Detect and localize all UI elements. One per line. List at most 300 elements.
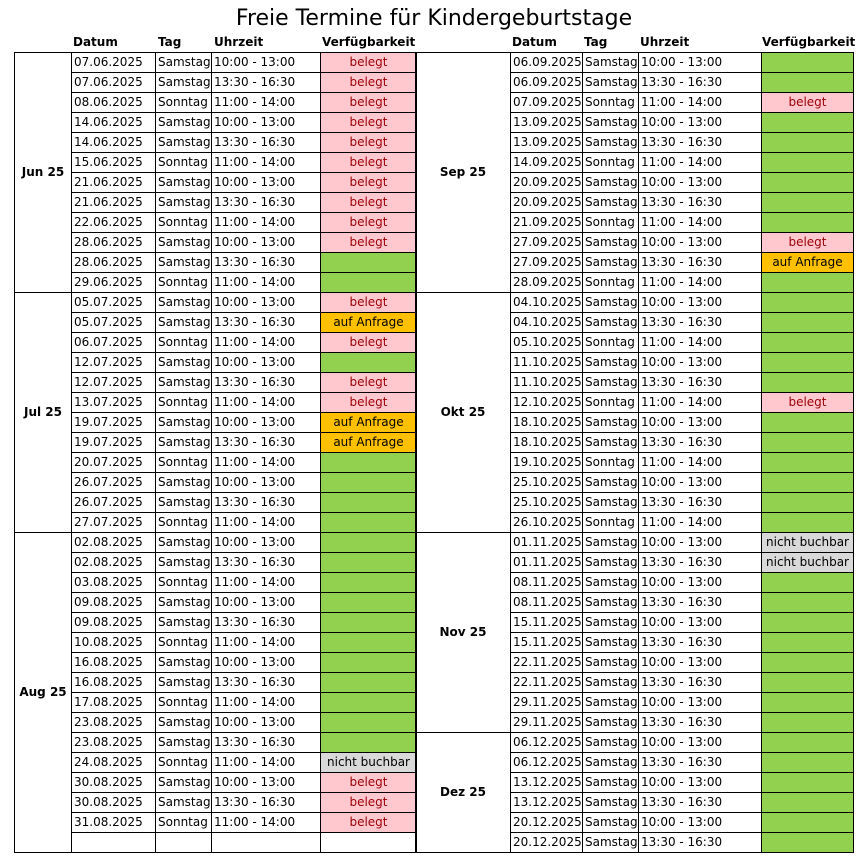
availability-cell: belegt bbox=[762, 93, 854, 113]
availability-cell bbox=[762, 813, 854, 833]
time-cell: 13:30 - 16:30 bbox=[639, 373, 762, 393]
table-row bbox=[15, 833, 417, 853]
time-cell: 13:30 - 16:30 bbox=[639, 793, 762, 813]
date-cell: 21.06.2025 bbox=[72, 173, 156, 193]
date-cell: 20.09.2025 bbox=[511, 173, 583, 193]
availability-cell bbox=[321, 833, 417, 853]
table-row bbox=[15, 553, 417, 573]
table-row bbox=[416, 53, 854, 73]
time-cell: 10:00 - 13:00 bbox=[212, 293, 321, 313]
date-cell: 19.07.2025 bbox=[72, 413, 156, 433]
availability-cell bbox=[321, 573, 417, 593]
availability-cell bbox=[762, 833, 854, 853]
availability-cell bbox=[321, 553, 417, 573]
day-cell: Samstag bbox=[583, 813, 639, 833]
time-cell: 10:00 - 13:00 bbox=[212, 773, 321, 793]
table-row bbox=[15, 93, 417, 113]
time-cell bbox=[212, 833, 321, 853]
table-row bbox=[15, 713, 417, 733]
time-cell: 11:00 - 14:00 bbox=[639, 153, 762, 173]
availability-cell bbox=[762, 713, 854, 733]
time-cell: 10:00 - 13:00 bbox=[639, 113, 762, 133]
time-cell: 13:30 - 16:30 bbox=[639, 313, 762, 333]
time-cell: 13:30 - 16:30 bbox=[639, 493, 762, 513]
time-cell: 10:00 - 13:00 bbox=[212, 533, 321, 553]
day-cell: Samstag bbox=[583, 73, 639, 93]
day-cell bbox=[156, 833, 212, 853]
date-cell: 04.10.2025 bbox=[511, 293, 583, 313]
date-cell: 13.09.2025 bbox=[511, 133, 583, 153]
date-cell: 22.11.2025 bbox=[511, 673, 583, 693]
date-cell: 03.08.2025 bbox=[72, 573, 156, 593]
header-verfuegbarkeit-left: Verfügbarkeit bbox=[322, 35, 416, 49]
schedule-table-right bbox=[415, 52, 854, 853]
availability-cell: auf Anfrage bbox=[321, 433, 417, 453]
day-cell: Samstag bbox=[583, 693, 639, 713]
day-cell: Sonntag bbox=[156, 813, 212, 833]
availability-cell bbox=[762, 53, 854, 73]
time-cell: 13:30 - 16:30 bbox=[212, 793, 321, 813]
date-cell: 19.07.2025 bbox=[72, 433, 156, 453]
date-cell: 16.08.2025 bbox=[72, 653, 156, 673]
date-cell: 27.09.2025 bbox=[511, 253, 583, 273]
time-cell: 10:00 - 13:00 bbox=[212, 53, 321, 73]
availability-cell bbox=[762, 133, 854, 153]
date-cell: 13.12.2025 bbox=[511, 773, 583, 793]
time-cell: 10:00 - 13:00 bbox=[212, 113, 321, 133]
date-cell: 25.10.2025 bbox=[511, 473, 583, 493]
day-cell: Sonntag bbox=[583, 453, 639, 473]
day-cell: Samstag bbox=[583, 573, 639, 593]
day-cell: Sonntag bbox=[583, 153, 639, 173]
date-cell: 24.08.2025 bbox=[72, 753, 156, 773]
day-cell: Samstag bbox=[156, 773, 212, 793]
table-row bbox=[15, 533, 417, 553]
time-cell: 10:00 - 13:00 bbox=[212, 233, 321, 253]
availability-cell: belegt bbox=[321, 333, 417, 353]
date-cell: 21.06.2025 bbox=[72, 193, 156, 213]
date-cell: 12.07.2025 bbox=[72, 373, 156, 393]
month-label: Sep 25 bbox=[416, 53, 511, 293]
day-cell: Samstag bbox=[583, 633, 639, 653]
date-cell: 11.10.2025 bbox=[511, 373, 583, 393]
day-cell: Samstag bbox=[583, 753, 639, 773]
day-cell: Samstag bbox=[156, 473, 212, 493]
day-cell: Samstag bbox=[583, 493, 639, 513]
day-cell: Samstag bbox=[156, 713, 212, 733]
availability-cell bbox=[762, 693, 854, 713]
header-tag-right: Tag bbox=[584, 35, 608, 49]
availability-cell: nicht buchbar bbox=[762, 553, 854, 573]
time-cell: 13:30 - 16:30 bbox=[212, 613, 321, 633]
table-row bbox=[15, 253, 417, 273]
time-cell: 13:30 - 16:30 bbox=[212, 193, 321, 213]
time-cell: 10:00 - 13:00 bbox=[212, 593, 321, 613]
date-cell: 18.10.2025 bbox=[511, 433, 583, 453]
time-cell: 10:00 - 13:00 bbox=[639, 173, 762, 193]
date-cell: 02.08.2025 bbox=[72, 533, 156, 553]
day-cell: Samstag bbox=[156, 793, 212, 813]
table-row bbox=[15, 233, 417, 253]
time-cell: 11:00 - 14:00 bbox=[639, 273, 762, 293]
table-row bbox=[15, 613, 417, 633]
date-cell: 26.10.2025 bbox=[511, 513, 583, 533]
day-cell: Sonntag bbox=[583, 393, 639, 413]
day-cell: Sonntag bbox=[156, 693, 212, 713]
availability-cell bbox=[321, 473, 417, 493]
date-cell: 10.08.2025 bbox=[72, 633, 156, 653]
day-cell: Sonntag bbox=[156, 273, 212, 293]
availability-cell: belegt bbox=[321, 73, 417, 93]
date-cell: 05.10.2025 bbox=[511, 333, 583, 353]
date-cell: 28.06.2025 bbox=[72, 253, 156, 273]
date-cell: 17.08.2025 bbox=[72, 693, 156, 713]
table-row bbox=[15, 133, 417, 153]
day-cell: Samstag bbox=[583, 53, 639, 73]
time-cell: 11:00 - 14:00 bbox=[212, 273, 321, 293]
time-cell: 13:30 - 16:30 bbox=[639, 253, 762, 273]
day-cell: Sonntag bbox=[156, 333, 212, 353]
day-cell: Samstag bbox=[583, 133, 639, 153]
time-cell: 11:00 - 14:00 bbox=[212, 513, 321, 533]
day-cell: Samstag bbox=[156, 533, 212, 553]
date-cell: 07.06.2025 bbox=[72, 53, 156, 73]
availability-cell: belegt bbox=[321, 793, 417, 813]
day-cell: Samstag bbox=[156, 133, 212, 153]
day-cell: Samstag bbox=[583, 353, 639, 373]
date-cell: 12.10.2025 bbox=[511, 393, 583, 413]
date-cell: 11.10.2025 bbox=[511, 353, 583, 373]
schedule-table-left bbox=[14, 52, 417, 853]
availability-cell bbox=[762, 153, 854, 173]
date-cell: 20.07.2025 bbox=[72, 453, 156, 473]
availability-cell bbox=[762, 73, 854, 93]
time-cell: 11:00 - 14:00 bbox=[212, 153, 321, 173]
date-cell: 20.12.2025 bbox=[511, 813, 583, 833]
availability-cell: belegt bbox=[762, 393, 854, 413]
date-cell: 29.11.2025 bbox=[511, 693, 583, 713]
date-cell: 18.10.2025 bbox=[511, 413, 583, 433]
day-cell: Sonntag bbox=[583, 513, 639, 533]
table-row bbox=[15, 633, 417, 653]
date-cell: 28.09.2025 bbox=[511, 273, 583, 293]
time-cell: 10:00 - 13:00 bbox=[212, 713, 321, 733]
availability-cell bbox=[321, 453, 417, 473]
date-cell: 29.11.2025 bbox=[511, 713, 583, 733]
header-tag-left: Tag bbox=[158, 35, 182, 49]
day-cell: Sonntag bbox=[156, 573, 212, 593]
time-cell: 10:00 - 13:00 bbox=[639, 653, 762, 673]
time-cell: 11:00 - 14:00 bbox=[212, 213, 321, 233]
availability-cell: auf Anfrage bbox=[321, 413, 417, 433]
time-cell: 10:00 - 13:00 bbox=[639, 813, 762, 833]
time-cell: 13:30 - 16:30 bbox=[639, 753, 762, 773]
time-cell: 10:00 - 13:00 bbox=[639, 353, 762, 373]
date-cell: 31.08.2025 bbox=[72, 813, 156, 833]
availability-cell: belegt bbox=[762, 233, 854, 253]
time-cell: 11:00 - 14:00 bbox=[639, 213, 762, 233]
time-cell: 13:30 - 16:30 bbox=[212, 73, 321, 93]
month-label: Jun 25 bbox=[15, 53, 72, 293]
time-cell: 13:30 - 16:30 bbox=[639, 833, 762, 853]
month-label: Aug 25 bbox=[15, 533, 72, 853]
table-row bbox=[15, 793, 417, 813]
time-cell: 10:00 - 13:00 bbox=[639, 573, 762, 593]
table-row bbox=[15, 373, 417, 393]
availability-cell bbox=[762, 373, 854, 393]
table-row bbox=[15, 773, 417, 793]
day-cell: Sonntag bbox=[156, 93, 212, 113]
table-row bbox=[15, 433, 417, 453]
date-cell: 06.09.2025 bbox=[511, 73, 583, 93]
day-cell: Samstag bbox=[156, 53, 212, 73]
date-cell: 16.08.2025 bbox=[72, 673, 156, 693]
day-cell: Samstag bbox=[156, 293, 212, 313]
day-cell: Samstag bbox=[583, 173, 639, 193]
date-cell: 15.11.2025 bbox=[511, 613, 583, 633]
availability-cell bbox=[762, 413, 854, 433]
table-row bbox=[15, 313, 417, 333]
table-row bbox=[15, 693, 417, 713]
time-cell: 10:00 - 13:00 bbox=[639, 693, 762, 713]
time-cell: 11:00 - 14:00 bbox=[212, 333, 321, 353]
availability-cell bbox=[762, 213, 854, 233]
day-cell: Samstag bbox=[156, 433, 212, 453]
availability-cell bbox=[321, 713, 417, 733]
month-label: Okt 25 bbox=[416, 293, 511, 533]
date-cell: 20.12.2025 bbox=[511, 833, 583, 853]
time-cell: 11:00 - 14:00 bbox=[212, 573, 321, 593]
availability-cell: belegt bbox=[321, 393, 417, 413]
date-cell: 06.12.2025 bbox=[511, 753, 583, 773]
day-cell: Samstag bbox=[583, 253, 639, 273]
availability-cell: belegt bbox=[321, 773, 417, 793]
date-cell: 26.07.2025 bbox=[72, 473, 156, 493]
day-cell: Sonntag bbox=[156, 633, 212, 653]
table-row bbox=[15, 513, 417, 533]
table-row bbox=[15, 53, 417, 73]
availability-cell: belegt bbox=[321, 153, 417, 173]
date-cell: 27.09.2025 bbox=[511, 233, 583, 253]
month-label: Jul 25 bbox=[15, 293, 72, 533]
table-row bbox=[15, 333, 417, 353]
time-cell: 10:00 - 13:00 bbox=[212, 473, 321, 493]
table-row bbox=[15, 593, 417, 613]
day-cell: Sonntag bbox=[583, 333, 639, 353]
time-cell: 11:00 - 14:00 bbox=[212, 453, 321, 473]
time-cell: 11:00 - 14:00 bbox=[212, 813, 321, 833]
availability-cell: belegt bbox=[321, 93, 417, 113]
day-cell: Samstag bbox=[583, 313, 639, 333]
availability-cell bbox=[321, 673, 417, 693]
date-cell: 01.11.2025 bbox=[511, 553, 583, 573]
day-cell: Sonntag bbox=[583, 93, 639, 113]
availability-cell bbox=[762, 653, 854, 673]
date-cell: 05.07.2025 bbox=[72, 293, 156, 313]
availability-cell bbox=[762, 773, 854, 793]
time-cell: 13:30 - 16:30 bbox=[212, 313, 321, 333]
availability-cell: auf Anfrage bbox=[321, 313, 417, 333]
table-row bbox=[15, 413, 417, 433]
date-cell: 06.12.2025 bbox=[511, 733, 583, 753]
time-cell: 10:00 - 13:00 bbox=[639, 733, 762, 753]
time-cell: 13:30 - 16:30 bbox=[212, 493, 321, 513]
availability-cell bbox=[321, 633, 417, 653]
availability-cell: belegt bbox=[321, 233, 417, 253]
time-cell: 13:30 - 16:30 bbox=[639, 713, 762, 733]
time-cell: 11:00 - 14:00 bbox=[212, 633, 321, 653]
availability-cell bbox=[762, 193, 854, 213]
table-row bbox=[15, 653, 417, 673]
date-cell: 07.06.2025 bbox=[72, 73, 156, 93]
time-cell: 10:00 - 13:00 bbox=[639, 613, 762, 633]
table-row bbox=[15, 453, 417, 473]
table-row bbox=[15, 293, 417, 313]
header-verfuegbarkeit-right: Verfügbarkeit bbox=[762, 35, 856, 49]
table-row bbox=[15, 573, 417, 593]
time-cell: 13:30 - 16:30 bbox=[639, 433, 762, 453]
day-cell: Samstag bbox=[583, 533, 639, 553]
day-cell: Samstag bbox=[156, 113, 212, 133]
table-row bbox=[15, 733, 417, 753]
availability-cell bbox=[762, 493, 854, 513]
date-cell: 06.09.2025 bbox=[511, 53, 583, 73]
time-cell: 10:00 - 13:00 bbox=[639, 413, 762, 433]
table-row bbox=[15, 273, 417, 293]
day-cell: Samstag bbox=[583, 653, 639, 673]
time-cell: 10:00 - 13:00 bbox=[639, 473, 762, 493]
day-cell: Sonntag bbox=[156, 213, 212, 233]
time-cell: 10:00 - 13:00 bbox=[639, 773, 762, 793]
date-cell: 02.08.2025 bbox=[72, 553, 156, 573]
availability-cell bbox=[321, 353, 417, 373]
day-cell: Samstag bbox=[156, 553, 212, 573]
time-cell: 13:30 - 16:30 bbox=[639, 633, 762, 653]
table-row bbox=[15, 813, 417, 833]
time-cell: 10:00 - 13:00 bbox=[639, 293, 762, 313]
month-label: Dez 25 bbox=[416, 733, 511, 853]
date-cell: 23.08.2025 bbox=[72, 733, 156, 753]
date-cell: 14.06.2025 bbox=[72, 113, 156, 133]
date-cell: 12.07.2025 bbox=[72, 353, 156, 373]
day-cell: Samstag bbox=[156, 173, 212, 193]
header-datum-right: Datum bbox=[512, 35, 557, 49]
date-cell: 09.08.2025 bbox=[72, 593, 156, 613]
availability-cell bbox=[762, 453, 854, 473]
day-cell: Sonntag bbox=[156, 453, 212, 473]
day-cell: Samstag bbox=[583, 293, 639, 313]
time-cell: 11:00 - 14:00 bbox=[639, 333, 762, 353]
table-row bbox=[15, 153, 417, 173]
availability-cell: belegt bbox=[321, 813, 417, 833]
header-uhrzeit-right: Uhrzeit bbox=[640, 35, 690, 49]
availability-cell bbox=[762, 513, 854, 533]
table-row bbox=[15, 213, 417, 233]
date-cell: 13.07.2025 bbox=[72, 393, 156, 413]
day-cell: Samstag bbox=[156, 193, 212, 213]
availability-cell bbox=[321, 493, 417, 513]
availability-cell bbox=[321, 513, 417, 533]
day-cell: Samstag bbox=[156, 73, 212, 93]
time-cell: 10:00 - 13:00 bbox=[212, 353, 321, 373]
time-cell: 13:30 - 16:30 bbox=[212, 133, 321, 153]
availability-cell: belegt bbox=[321, 113, 417, 133]
table-row bbox=[15, 673, 417, 693]
time-cell: 11:00 - 14:00 bbox=[212, 753, 321, 773]
table-row bbox=[15, 473, 417, 493]
day-cell: Samstag bbox=[156, 593, 212, 613]
availability-cell: belegt bbox=[321, 293, 417, 313]
availability-cell bbox=[762, 273, 854, 293]
availability-cell: belegt bbox=[321, 133, 417, 153]
availability-cell: belegt bbox=[321, 193, 417, 213]
table-row bbox=[15, 73, 417, 93]
availability-cell: nicht buchbar bbox=[762, 533, 854, 553]
date-cell: 07.09.2025 bbox=[511, 93, 583, 113]
day-cell: Samstag bbox=[583, 833, 639, 853]
page-title: Freie Termine für Kindergeburtstage bbox=[235, 6, 633, 31]
time-cell: 13:30 - 16:30 bbox=[212, 253, 321, 273]
availability-cell bbox=[762, 633, 854, 653]
date-cell: 29.06.2025 bbox=[72, 273, 156, 293]
date-cell: 15.11.2025 bbox=[511, 633, 583, 653]
availability-cell bbox=[321, 533, 417, 553]
table-row bbox=[15, 493, 417, 513]
time-cell: 11:00 - 14:00 bbox=[212, 93, 321, 113]
availability-cell bbox=[762, 113, 854, 133]
time-cell: 13:30 - 16:30 bbox=[639, 673, 762, 693]
month-label: Nov 25 bbox=[416, 533, 511, 733]
day-cell: Samstag bbox=[583, 553, 639, 573]
time-cell: 10:00 - 13:00 bbox=[639, 53, 762, 73]
time-cell: 13:30 - 16:30 bbox=[639, 73, 762, 93]
date-cell bbox=[72, 833, 156, 853]
day-cell: Samstag bbox=[583, 713, 639, 733]
time-cell: 13:30 - 16:30 bbox=[639, 553, 762, 573]
date-cell: 06.07.2025 bbox=[72, 333, 156, 353]
time-cell: 13:30 - 16:30 bbox=[212, 673, 321, 693]
availability-cell: auf Anfrage bbox=[762, 253, 854, 273]
availability-cell bbox=[762, 313, 854, 333]
table-row bbox=[15, 173, 417, 193]
day-cell: Sonntag bbox=[583, 273, 639, 293]
date-cell: 13.12.2025 bbox=[511, 793, 583, 813]
date-cell: 30.08.2025 bbox=[72, 773, 156, 793]
availability-cell: belegt bbox=[321, 213, 417, 233]
day-cell: Samstag bbox=[156, 673, 212, 693]
time-cell: 11:00 - 14:00 bbox=[639, 453, 762, 473]
day-cell: Samstag bbox=[583, 593, 639, 613]
table-row bbox=[416, 533, 854, 553]
time-cell: 13:30 - 16:30 bbox=[212, 553, 321, 573]
day-cell: Samstag bbox=[156, 493, 212, 513]
day-cell: Samstag bbox=[583, 613, 639, 633]
date-cell: 13.09.2025 bbox=[511, 113, 583, 133]
availability-cell bbox=[762, 293, 854, 313]
date-cell: 15.06.2025 bbox=[72, 153, 156, 173]
time-cell: 13:30 - 16:30 bbox=[639, 593, 762, 613]
time-cell: 11:00 - 14:00 bbox=[212, 693, 321, 713]
table-row bbox=[416, 293, 854, 313]
time-cell: 10:00 - 13:00 bbox=[212, 653, 321, 673]
date-cell: 30.08.2025 bbox=[72, 793, 156, 813]
availability-cell bbox=[762, 173, 854, 193]
availability-cell bbox=[762, 473, 854, 493]
date-cell: 04.10.2025 bbox=[511, 313, 583, 333]
availability-cell bbox=[762, 753, 854, 773]
availability-cell bbox=[321, 693, 417, 713]
day-cell: Samstag bbox=[583, 113, 639, 133]
